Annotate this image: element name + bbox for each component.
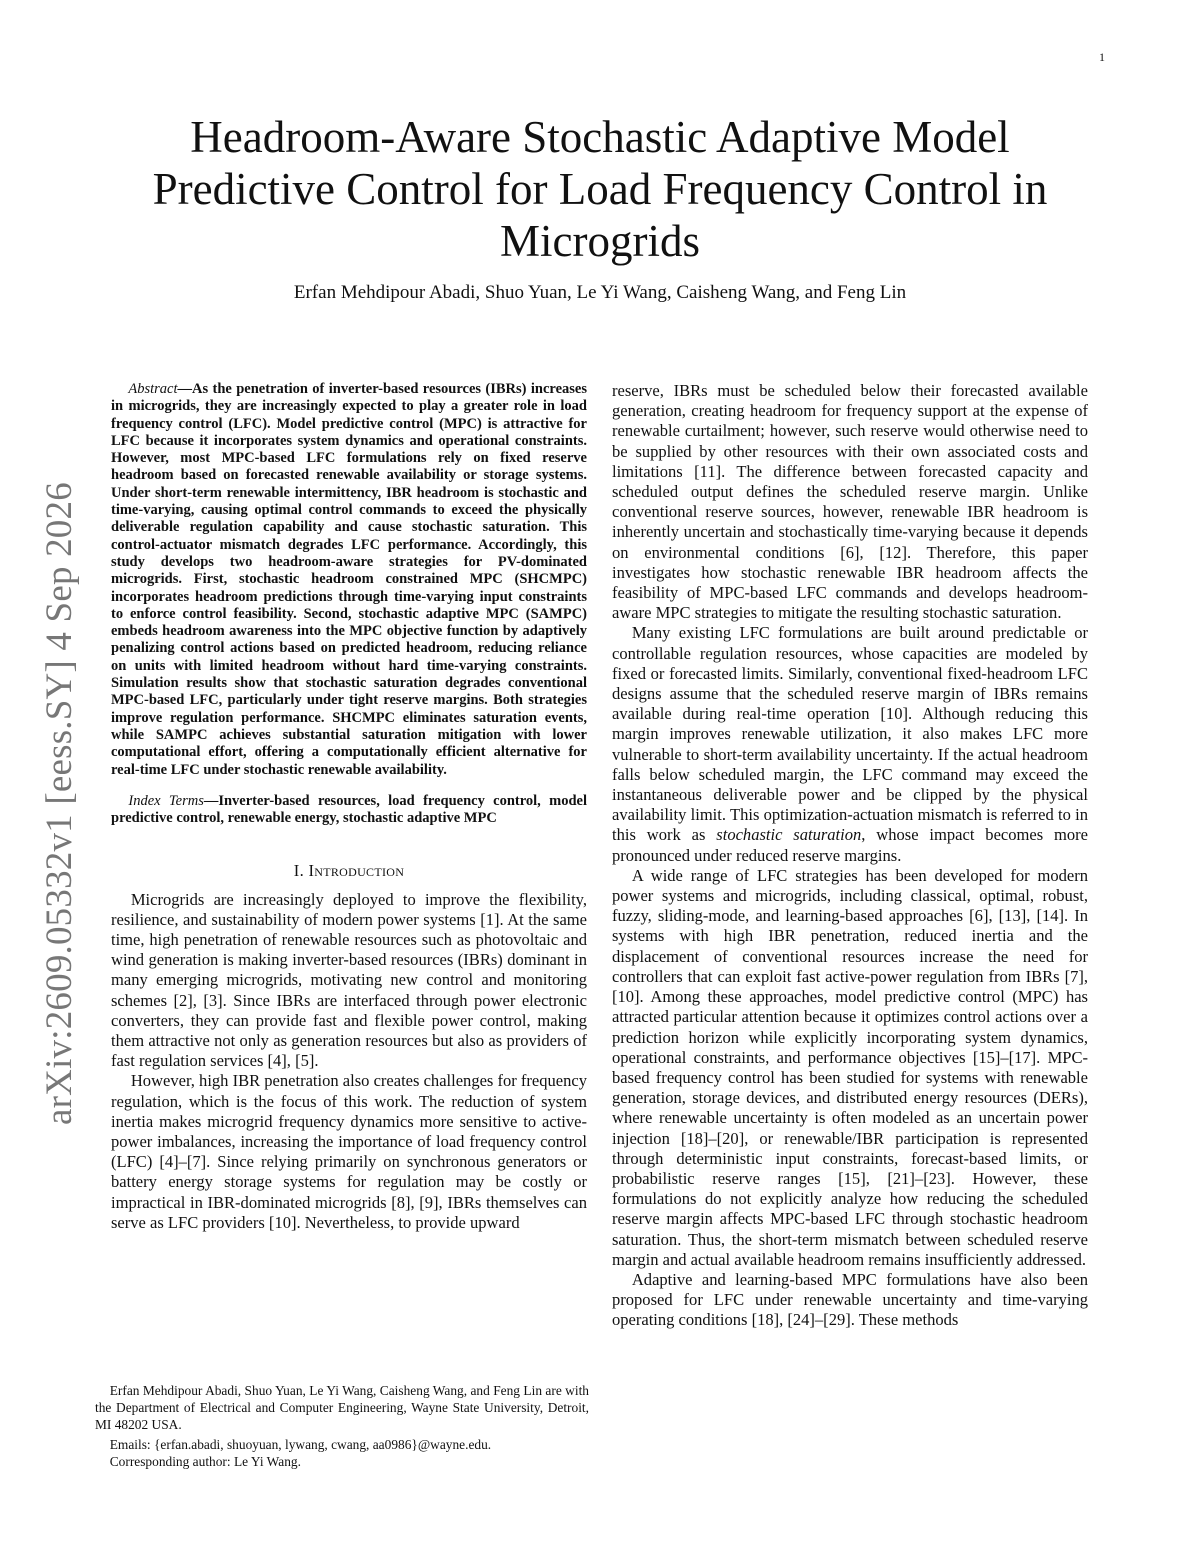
section-numeral: I.: [293, 861, 309, 881]
author-footnote: [95, 1383, 589, 1471]
abstract: [111, 381, 587, 779]
body-paragraph: reserve, IBRs must be scheduled below their forecasted available generation, creating headroom for frequency support at the expense of renewable curtailment; however, such reserve would otherwise need to be supplied by other resources with their own associated costs and limitations [11]. The difference between forecasted capacity and scheduled output defines the scheduled reserve margin. Unlike conventional reserve sources, however, renewable IBR headroom is inherently uncertain and stochastically time-varying because it depends on environmental conditions [6], [12]. Therefore, this paper investigates how stochastic renewable IBR headroom affects the feasibility of MPC-based LFC commands and develops headroom-aware MPC strategies to mitigate the resulting stochastic saturation.: [612, 381, 1088, 623]
index-terms: [111, 793, 587, 828]
index-terms-text: —Inverter-based resources, load frequency control, model predictive control, renewable energy, stochastic adaptive MPC: [111, 792, 587, 827]
body-paragraph: [612, 623, 1088, 865]
abstract-text: —As the penetration of inverter-based resources (IBRs) increases in microgrids, they are increasingly expected to play a greater role in load frequency control (LFC). Model predictive control (MPC) is attractive for LFC because it incorporates system dynamics and operational constraints. However, most MPC-based LFC formulations rely on fixed reserve headroom based on forecasted renewable availability or storage systems. Under short-term renewable intermittency, IBR headroom is stochastic and time-varying, causing optimal control commands to exceed the physically deliverable regulation capability and cause stochastic saturation. This control-actuator mismatch degrades LFC performance. Accordingly, this study develops two headroom-aware strategies for PV-dominated microgrids. First, stochastic headroom constrained MPC (SHCMPC) incorporates headroom predictions through time-varying input constraints to enforce control feasibility. Second, stochastic adaptive MPC (SAMPC) embeds headroom awareness into the MPC objective function by adaptively penalizing control actions based on predicted headroom, reducing reliance on units with limited headroom without hard time-varying constraints. Simulation results show that stochastic saturation degrades conventional MPC-based LFC, particularly under tight reserve margins. Both strategies improve regulation performance. SHCMPC eliminates saturation events, while SAMPC achieves substantial saturation mitigation with lower computational effort, offering a computationally efficient alternative for real-time LFC under stochastic renewable availability.: [111, 381, 587, 778]
left-column: [111, 381, 587, 1233]
index-terms-label: Index Terms: [128, 792, 204, 809]
body-paragraph: A wide range of LFC strategies has been developed for modern power systems and microgrids, including classical, optimal, robust, fuzzy, sliding-mode, and learning-based approaches [6], [13], [14]. In systems with high IBR penetration, reduced inertia and the displacement of conventional resources increase the need for controllers that can exploit fast active-power regulation from IBRs [7], [10]. Among these approaches, model predictive control (MPC) has attracted particular attention because it optimizes control actions over a prediction horizon while explicitly incorporating system dynamics, operational constraints, and performance objectives [15]–[17]. MPC-based frequency control has been studied for systems with renewable generation, storage devices, and distributed energy resources (DERs), where renewable uncertainty is often modeled as an uncertain power injection [18]–[20], or renewable/IBR participation is represented through deterministic input constraints, forecast-based limits, or probabilistic reserve ranges [15], [21]–[23]. However, these formulations do not explicitly analyze how reducing the scheduled reserve margin affects MPC-based LFC through stochastic headroom saturation. Thus, the short-term mismatch between scheduled reserve margin and actual available headroom remains insufficiently addressed.: [612, 865, 1088, 1269]
section-heading-introduction: [111, 861, 587, 881]
arxiv-identifier-stamp: arXiv:2609.05332v1 [eess.SY] 4 Sep 2026: [39, 482, 80, 1125]
author-list: Erfan Mehdipour Abadi, Shuo Yuan, Le Yi Wang, Caisheng Wang, and Feng Lin: [293, 282, 907, 303]
body-text: , whose impact becomes more pronounced under reduced reserve margins.: [612, 825, 1088, 865]
footnote-emails: Emails: {erfan.abadi, shuoyuan, lywang, cwang, aa0986}@wayne.edu.: [109, 1437, 492, 1453]
abstract-label: Abstract: [128, 381, 178, 397]
page-number: 1: [1099, 50, 1105, 64]
footnote-corresponding-author: Corresponding author: Le Yi Wang.: [109, 1454, 301, 1470]
emphasized-term: stochastic saturation: [716, 825, 862, 845]
body-paragraph: Adaptive and learning-based MPC formulations have also been proposed for LFC under renewable uncertainty and time-varying operating conditions [18], [24]–[29]. These methods: [612, 1269, 1088, 1330]
section-name: Introduction: [308, 861, 405, 881]
intro-paragraph: However, high IBR penetration also creates challenges for frequency regulation, which is the focus of this work. The reduction of system inertia makes microgrid frequency dynamics more sensitive to active-power imbalances, increasing the importance of load frequency control (LFC) [4]–[7]. Since relying primarily on synchronous generators or battery energy storage systems for regulation may be costly or impractical in IBR-dominated microgrids [8], [9], IBRs themselves can serve as LFC providers [10]. Nevertheless, to provide upward: [111, 1071, 587, 1232]
body-text: Many existing LFC formulations are built around predictable or controllable regulation resources, whose capacities are modeled by fixed or forecasted limits. Similarly, conventional fixed-headroom LFC designs assume that the scheduled reserve margin of IBRs remains available during real-time operation [10]. Although reducing this margin improves renewable utilization, it also makes LFC more vulnerable to short-term availability uncertainty. If the actual headroom falls below scheduled margin, the LFC command may exceed the instantaneous deliverable power and be clipped by the physical availability limit. This optimization-actuation mismatch is referred to in this work as: [612, 623, 1088, 845]
footnote-affiliation: Erfan Mehdipour Abadi, Shuo Yuan, Le Yi Wang, Caisheng Wang, and Feng Lin are with the Department of Electrical and Computer Engineering, Wayne State University, Detroit, MI 48202 USA.: [95, 1383, 589, 1432]
intro-paragraph: Microgrids are increasingly deployed to improve the flexibility, resilience, and sustainability of modern power systems [1]. At the same time, high penetration of renewable resources such as photovoltaic and wind generation is making inverter-based resources (IBRs) dominant in many emerging microgrids, motivating new control and monitoring schemes [2], [3]. Since IBRs are interfaced through power electronic converters, they can provide fast and flexible power control, making them attractive not only as generation resources but also as providers of fast regulation services [4], [5].: [111, 889, 587, 1071]
paper-title: Headroom-Aware Stochastic Adaptive Model Predictive Control for Load Frequency Control in Microgrids: [152, 112, 1048, 266]
right-column: [612, 381, 1088, 1331]
